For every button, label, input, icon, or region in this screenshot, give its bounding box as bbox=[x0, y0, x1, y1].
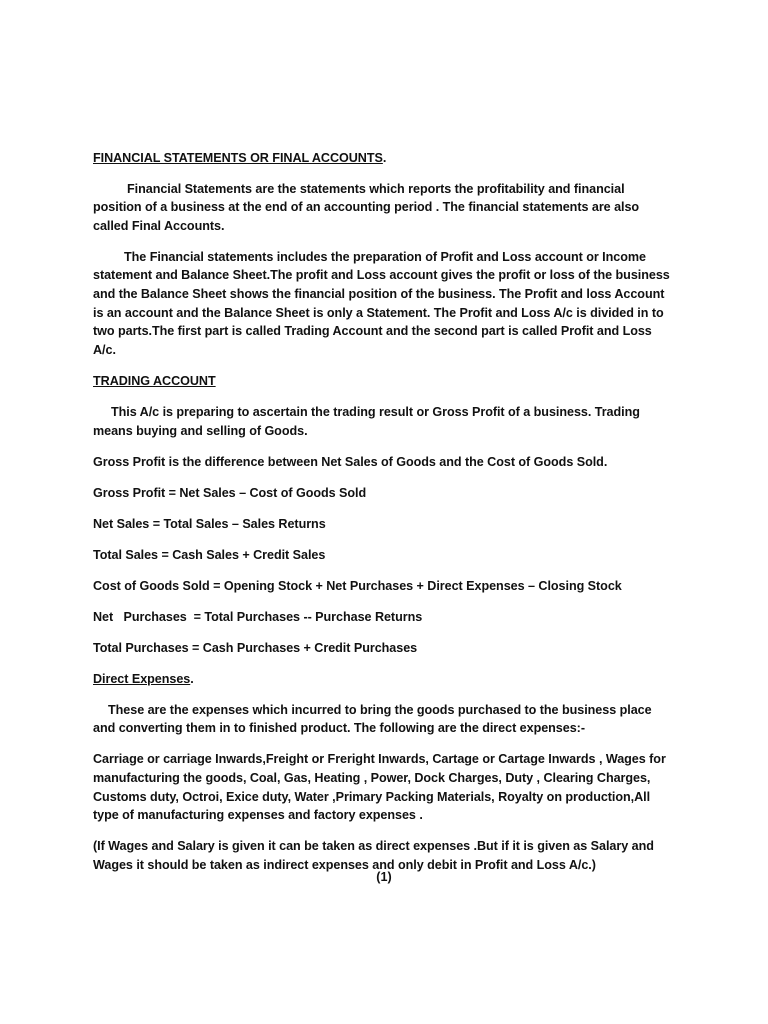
page-number: (1) bbox=[376, 870, 392, 884]
document-page bbox=[93, 149, 673, 887]
direct-expenses-paragraph: These are the expenses which incurred to bring the goods purchased to the business place and converting them in to finished product. The following are the direct expenses:- bbox=[93, 702, 652, 736]
trading-account-heading bbox=[93, 372, 673, 391]
document-title-text: FINANCIAL STATEMENTS OR FINAL ACCOUNTS bbox=[93, 151, 383, 165]
direct-expenses-heading-suffix: . bbox=[190, 671, 194, 686]
document-title bbox=[93, 149, 673, 168]
formula-cost-of-goods-sold: Cost of Goods Sold = Opening Stock + Net Purchases + Direct Expenses – Closing Stock bbox=[93, 578, 622, 593]
gross-profit-definition: Gross Profit is the difference between Net Sales of Goods and the Cost of Goods Sold. bbox=[93, 454, 608, 469]
formula-net-purchases: Net Purchases = Total Purchases -- Purchase Returns bbox=[93, 609, 423, 624]
intro-paragraph: Financial Statements are the statements which reports the profitability and financial position of a business at the end of an accounting period . The financial statements are also called Final Accounts. bbox=[93, 181, 640, 233]
direct-expenses-heading bbox=[93, 670, 673, 689]
trading-account-heading-text: TRADING ACCOUNT bbox=[93, 373, 216, 388]
formula-net-sales: Net Sales = Total Sales – Sales Returns bbox=[93, 516, 326, 531]
direct-expenses-heading-text: Direct Expenses bbox=[93, 671, 191, 686]
formula-total-purchases: Total Purchases = Cash Purchases + Credit Purchases bbox=[93, 640, 418, 655]
direct-expenses-list: Carriage or carriage Inwards,Freight or Freright Inwards, Cartage or Cartage Inwards , Wages for manufacturing the goods, Coal, Gas, Heating , Power, Dock Charges, Duty , Clearing Charges, Customs duty, Octroi, Exice duty, Water ,Primary Packing Materials, Royalty on production,All type of manufacturing expenses and factory expenses . bbox=[93, 752, 666, 823]
formula-total-sales: Total Sales = Cash Sales + Credit Sales bbox=[93, 547, 326, 562]
trading-account-paragraph: This A/c is preparing to ascertain the trading result or Gross Profit of a business. Trading means buying and selling of Goods. bbox=[93, 405, 640, 438]
formula-gross-profit: Gross Profit = Net Sales – Cost of Goods Sold bbox=[93, 485, 367, 500]
document-title-suffix: . bbox=[382, 151, 387, 165]
wages-salary-note: (If Wages and Salary is given it can be taken as direct expenses .But if it is given as Salary and Wages it should be taken as indirect expenses and only debit in Profit and Loss A/c.) bbox=[93, 839, 654, 872]
financial-statements-paragraph: The Financial statements includes the preparation of Profit and Loss account or Income statement and Balance Sheet.The profit and Loss account gives the profit or loss of the business and the Balance Sheet shows the financial position of the business. The Profit and loss Account is an account and the Balance Sheet is only a Statement. The Profit and Loss A/c is divided in to two parts.The first part is called Trading Account and the second part is called Profit and Loss A/c. bbox=[93, 249, 670, 357]
